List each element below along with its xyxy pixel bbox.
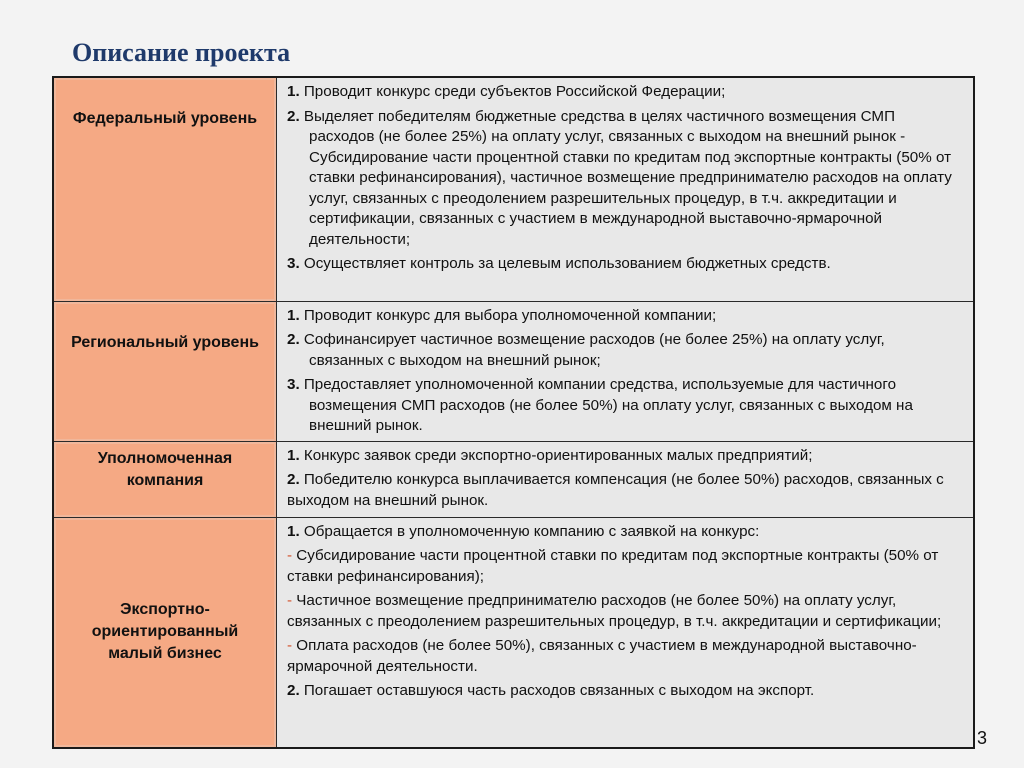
dash-marker: - bbox=[287, 592, 293, 609]
table-row-authorized-company bbox=[53, 441, 974, 517]
level-cell: Федеральный уровень bbox=[53, 77, 277, 301]
item-text: Победителю конкурса выплачивается компенсация (не более 50%) расходов, связанных с выходом на внешний рынок. bbox=[287, 471, 944, 509]
list-item bbox=[287, 107, 963, 251]
item-text: Проводит конкурс среди субъектов Российской Федерации; bbox=[299, 83, 726, 100]
list-item bbox=[287, 546, 963, 587]
table-row-federal bbox=[53, 77, 974, 301]
list-item bbox=[287, 470, 963, 511]
list-item bbox=[287, 330, 963, 371]
item-number: 2. bbox=[287, 107, 300, 125]
description-cell bbox=[277, 441, 975, 517]
level-cell: Региональный уровень bbox=[53, 301, 277, 441]
list-item bbox=[287, 82, 963, 103]
item-text: Обращается в уполномоченную компанию с заявкой на конкурс: bbox=[299, 522, 760, 540]
item-text: Проводит конкурс для выбора уполномоченной компании; bbox=[299, 306, 717, 324]
item-number: 2. bbox=[287, 682, 300, 699]
list-item bbox=[287, 522, 963, 543]
level-cell: Экспортно-ориентированный малый бизнес bbox=[53, 517, 277, 748]
project-table bbox=[52, 76, 975, 749]
dash-marker: - bbox=[287, 637, 293, 654]
level-cell: Уполномоченная компания bbox=[53, 441, 277, 517]
description-cell bbox=[277, 77, 975, 301]
list-item bbox=[287, 591, 963, 632]
item-text: Осуществляет контроль за целевым использованием бюджетных средств. bbox=[299, 255, 831, 272]
item-text: Погашает оставшуюся часть расходов связанных с выходом на экспорт. bbox=[299, 682, 815, 699]
item-text: Выделяет победителям бюджетные средства в целях частичного возмещения СМП расходов (не более 25%) на оплату услуг, связанных с выходом на внешний рынок - Субсидирование части процентной ставки по кредитам под экспортные контракты (50% от ставки рефинансирования), частичное возмещение предпринимателю расходов на оплату услуг, связанных с преодолением разрешительных процедур, в т.ч. аккредитации и сертификации, связанных с участием в международной выставочно-ярмарочной деятельности; bbox=[299, 107, 952, 248]
item-number: 2. bbox=[287, 331, 300, 348]
item-text: Предоставляет уполномоченной компании средства, используемые для частичного возмещения СМП расходов (не более 50%) на оплату услуг, связанных с выходом на внешний рынок. bbox=[299, 376, 913, 434]
item-number: 2. bbox=[287, 471, 300, 488]
description-cell bbox=[277, 301, 975, 441]
list-item bbox=[287, 636, 963, 677]
item-text: Оплата расходов (не более 50%), связанных с участием в международной выставочно-ярмарочной деятельности. bbox=[287, 637, 917, 675]
description-cell bbox=[277, 517, 975, 748]
list-item bbox=[287, 681, 963, 702]
item-number: 3. bbox=[287, 255, 300, 272]
item-text: Субсидирование части процентной ставки по кредитам под экспортные контракты (50% от ставки рефинансирования); bbox=[287, 547, 939, 585]
item-number: 1. bbox=[287, 83, 300, 100]
item-text: Частичное возмещение предпринимателю расходов (не более 50%) на оплату услуг, связанных с преодолением разрешительных процедур, в т.ч. аккредитации и сертификации; bbox=[287, 592, 942, 630]
item-text: Конкурс заявок среди экспортно-ориентированных малых предприятий; bbox=[299, 446, 813, 464]
list-item bbox=[287, 375, 963, 437]
list-item bbox=[287, 254, 963, 275]
dash-marker: - bbox=[287, 547, 293, 564]
item-number: 1. bbox=[287, 446, 300, 464]
table-row-export-business bbox=[53, 517, 974, 748]
page-number: 3 bbox=[977, 728, 988, 748]
list-item bbox=[287, 306, 963, 327]
page-title: Описание проекта bbox=[72, 38, 291, 67]
item-text: Софинансирует частичное возмещение расходов (не более 25%) на оплату услуг, связанных с выходом на внешний рынок; bbox=[299, 331, 885, 369]
list-item bbox=[287, 446, 963, 467]
table-row-regional bbox=[53, 301, 974, 441]
item-number: 3. bbox=[287, 376, 300, 393]
item-number: 1. bbox=[287, 522, 300, 540]
item-number: 1. bbox=[287, 306, 300, 324]
